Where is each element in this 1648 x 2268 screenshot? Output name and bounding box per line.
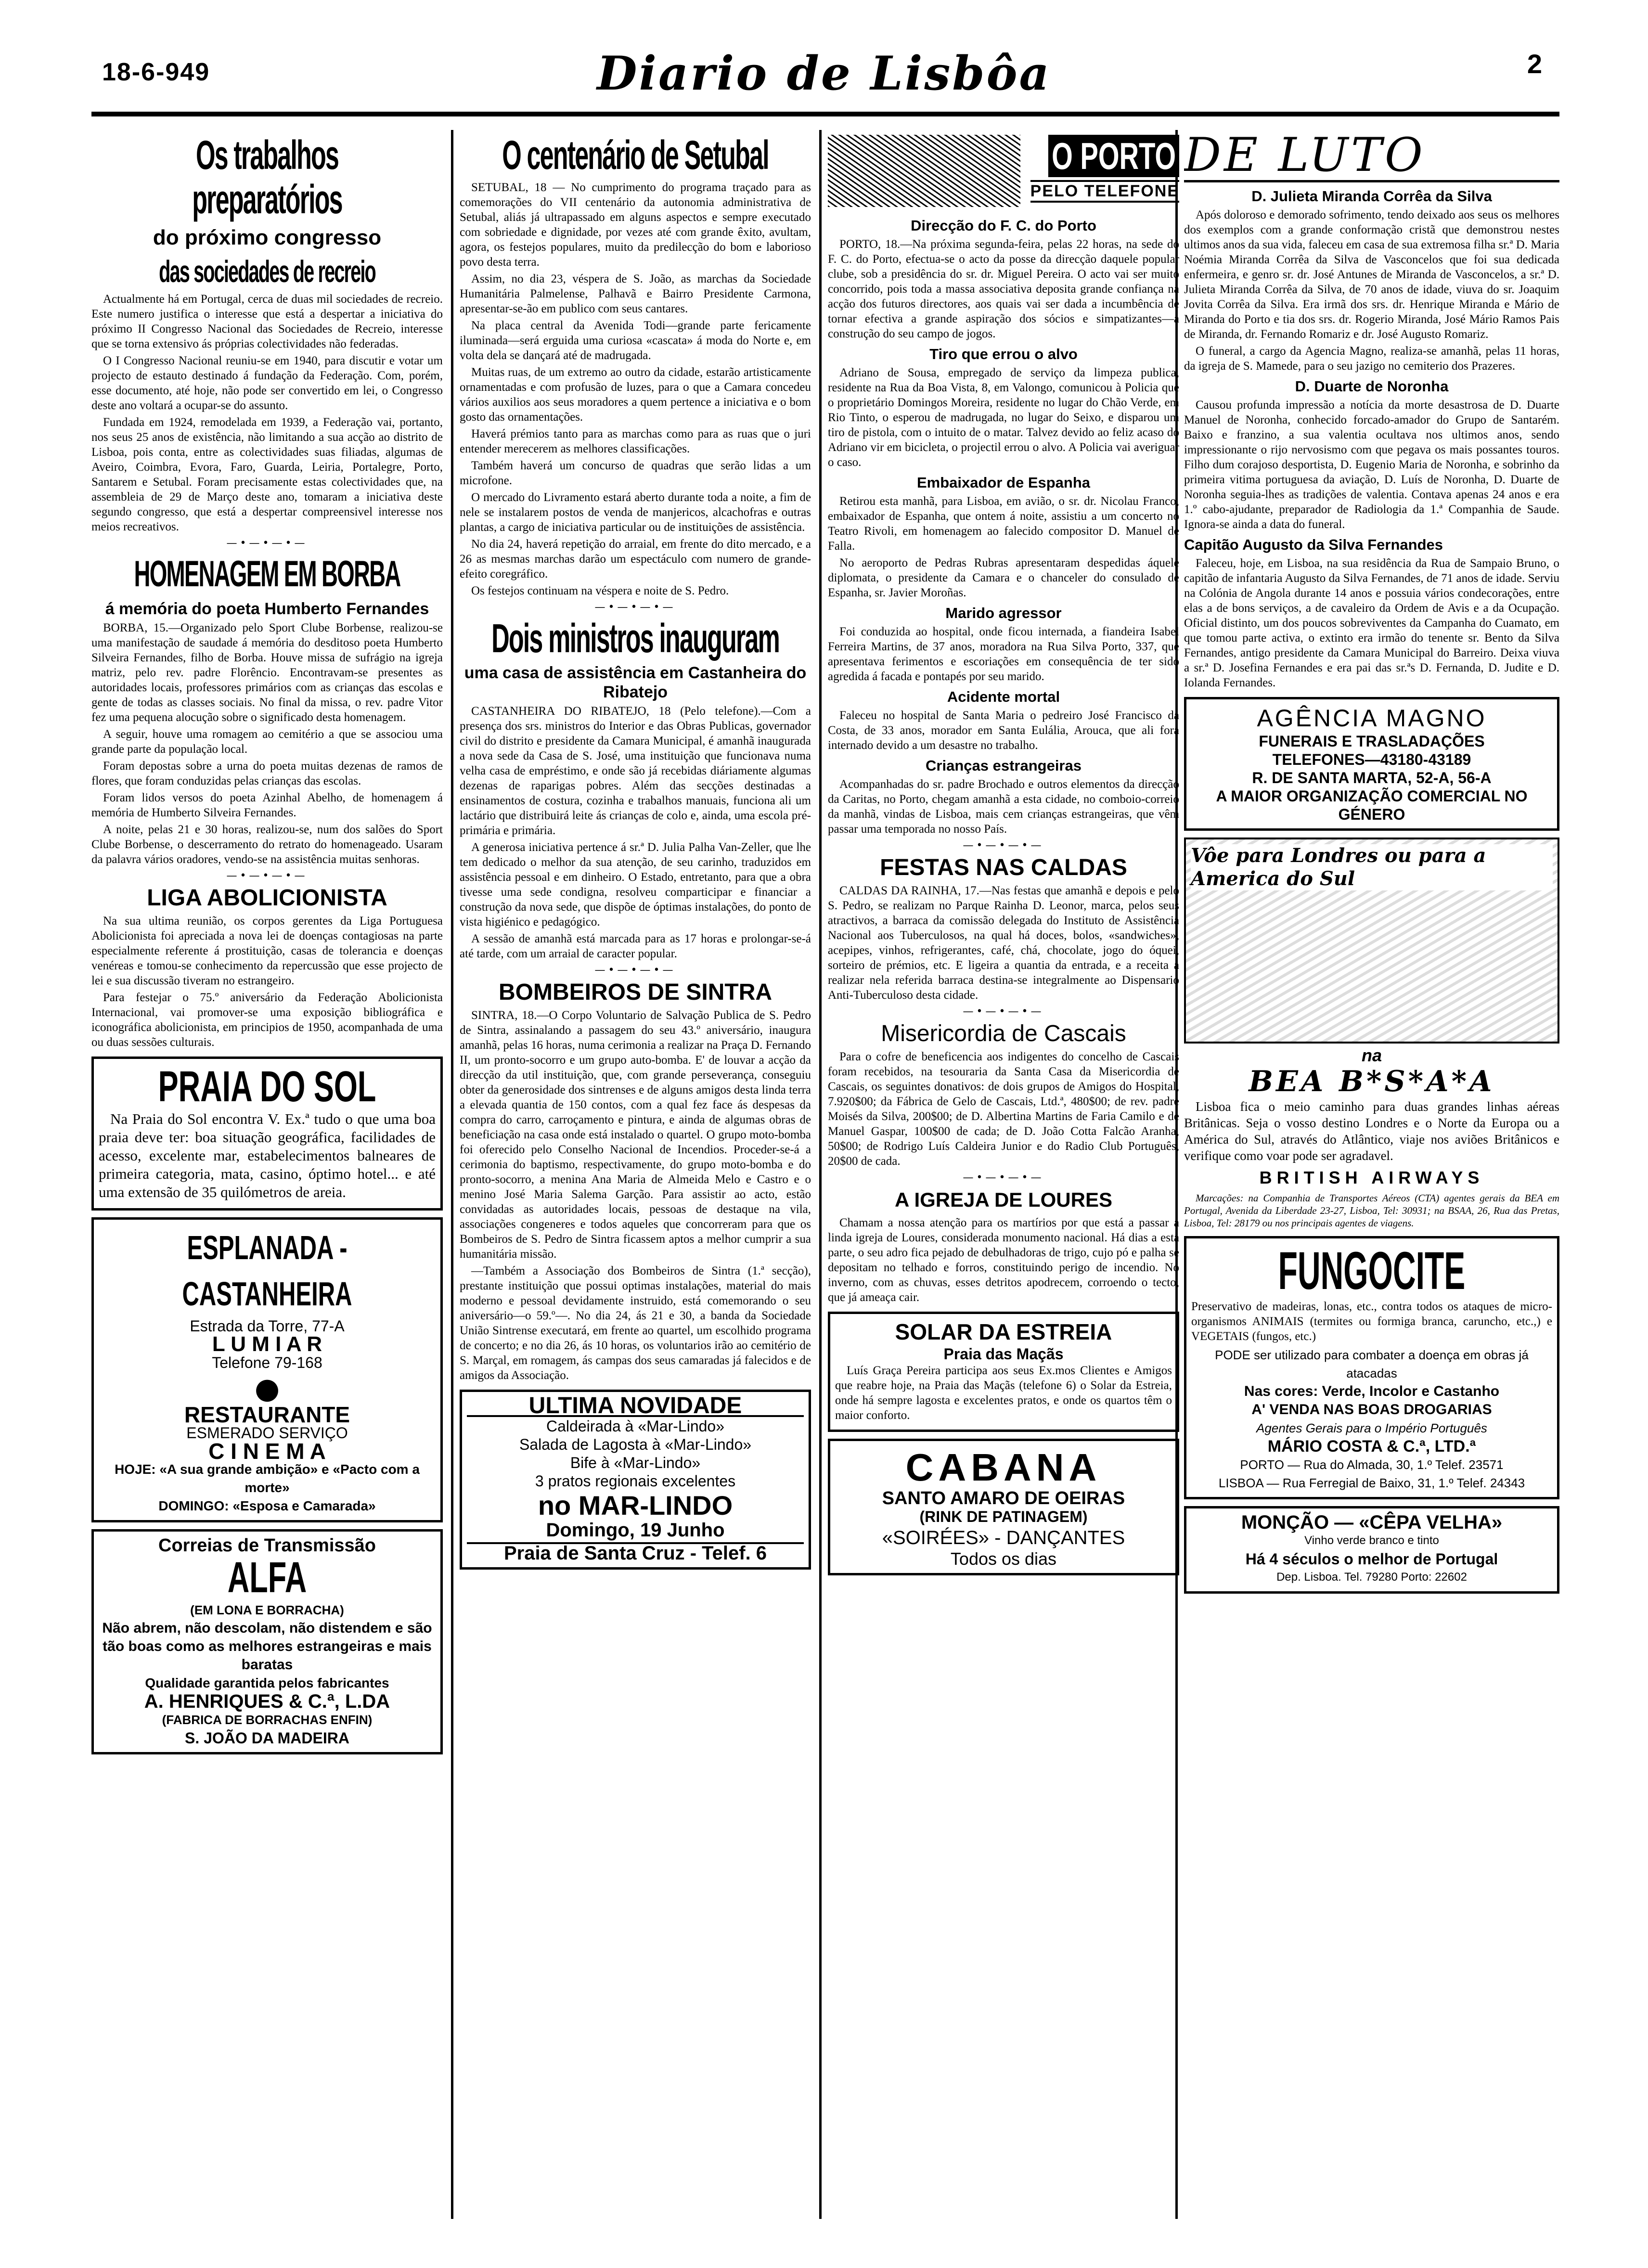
ad-text: Preservativo de madeiras, lonas, etc., contra todos os ataques de micro-organismos ANIMAIS (termites ou formiga branca, caruncho, etc.,) e VEGETAIS (fungos, etc.): [1191, 1300, 1552, 1343]
article-paragraph: Chamam a nossa atenção para os martírios por que está a passar a linda igreja de Loures, considerada monumento nacional. Há dias a esta parte, o seu adro fica pejado de debulhadoras de trigo, cujo pó e palha se depositam no telhado e forros, constituindo perigo de incendio. No inverno, com as chuvas, esses detritos apodrecem, corroendo o tecto, que já ameaça cair.: [828, 1216, 1179, 1304]
separator: —•—•—•—: [963, 1005, 1044, 1018]
ad-line: FUNERAIS E TRASLADAÇÕES: [1259, 733, 1485, 750]
ad-line: Correias de Transmissão: [158, 1535, 376, 1556]
article-headline: Tiro que errou o alvo: [929, 346, 1078, 362]
article-headline: Direcção do F. C. do Porto: [911, 217, 1096, 234]
ad-line: Todos os dias: [950, 1549, 1057, 1569]
article-paragraph: Assim, no dia 23, véspera de S. João, as marchas da Sociedade Humanitária Palmelense, Palhavã e Bairro Presidente Carmona, apresentar-se-ão em publico com seus cantares.: [460, 272, 811, 315]
ad-line: no MAR-LINDO: [538, 1490, 733, 1521]
ad-title: MONÇÃO — «CÊPA VELHA»: [1241, 1512, 1503, 1533]
article-paragraph: A seguir, houve uma romagem ao cemitério a que se associou uma grande parte da população local.: [91, 728, 443, 756]
separator: —•—•—•—: [226, 870, 308, 882]
ad-small-print: Marcações: na Companhia de Transportes Aéreos (CTA) agentes gerais da BEA em Portugal, Avenida da Liberdade 23-27, Lisboa, Tel: 30931; na BSAA, 26, Rua das Pretas, Lisboa, Tel: 28179 ou nos principais agentes de viagens.: [1184, 1192, 1559, 1229]
header-rule: [91, 112, 1559, 116]
column-2: [460, 130, 811, 2219]
column-1: [91, 130, 443, 2219]
ad-alfa: [91, 1529, 443, 1754]
article-paragraph: Faleceu no hospital de Santa Maria o pedreiro José Francisco da Costa, de 33 anos, morador em Santa Eulália, Arouca, que ali fora internado devido a um desastre no trabalho.: [828, 709, 1179, 752]
article-headline: HOMENAGEM EM BORBA: [134, 554, 400, 594]
ad-line: SANTO AMARO DE OEIRAS: [882, 1488, 1125, 1508]
article-subheadline: do próximo congresso: [153, 226, 382, 249]
ad-title: CABANA: [905, 1446, 1102, 1489]
ad-mar-lindo: [460, 1390, 811, 1570]
article-headline: BOMBEIROS DE SINTRA: [498, 979, 772, 1005]
bullet-icon: ●: [254, 1372, 280, 1405]
article-paragraph: Para festejar o 75.º aniversário da Federação Abolicionista Internacional, vai promover-se uma exposição bibliográfica e iconográfica abolicionista, em principios de 1950, acompanhada de uma ou duas sessões culturais.: [91, 991, 443, 1049]
ad-line: PORTO — Rua do Almada, 30, 1.º Telef. 23571: [1240, 1457, 1504, 1472]
ad-line: Telefone 79-168: [212, 1354, 322, 1371]
article-paragraph: Foram lidos versos do poeta Azinhal Abelho, de homenagem á memória de Humberto Silveira Fernandes.: [91, 791, 443, 819]
ad-line: TELEFONES—43180-43189: [1272, 751, 1471, 768]
article-headline: Dois ministros inauguram: [491, 616, 779, 661]
ad-title: FUNGOCITE: [1278, 1241, 1466, 1301]
article-paragraph: A noite, pelas 21 e 30 horas, realizou-se, num dos salões do Sport Clube Borbense, o descerramento do retrato do homenageado. Usaram da palavra vários oradores, vendo-se na assistência muitas senhoras.: [91, 823, 443, 866]
ad-title: AGÊNCIA MAGNO: [1257, 705, 1487, 732]
ad-line: «SOIRÉES» - DANÇANTES: [882, 1527, 1125, 1548]
section-title: O PORTO: [1048, 135, 1179, 177]
separator: —•—•—•—: [594, 964, 676, 976]
ad-moncao: [1184, 1506, 1559, 1594]
article-headline: D. Julieta Miranda Corrêa da Silva: [1251, 188, 1492, 205]
ad-cabana: [828, 1439, 1179, 1575]
ad-line: HOJE: «A sua grande ambição» e «Pacto com a morte»: [115, 1462, 420, 1495]
article-headline: LIGA ABOLICIONISTA: [147, 885, 387, 911]
article-subheadline: uma casa de assistência em Castanheira do Ribatejo: [464, 664, 807, 701]
article-headline: Marido agressor: [945, 605, 1062, 621]
article-paragraph: Também haverá um concurso de quadras que serão lidas a um microfone.: [460, 459, 811, 487]
ad-line: Caldeirada à «Mar-Lindo»: [546, 1418, 724, 1435]
article-subheadline: das sociedades de recreio: [159, 254, 375, 289]
ad-line: Domingo, 19 Junho: [546, 1520, 725, 1541]
ad-line: (EM LONA E BORRACHA): [190, 1603, 344, 1617]
ad-solar-da-estreia: [828, 1312, 1179, 1432]
ad-text: Luís Graça Pereira participa aos seus Ex.mos Clientes e Amigos que reabre hoje, na Praia das Maçãs (telefone 6) o Solar da Estreia, onde há sempre lagosta e excelentes pratos, e onde os quartos têm o maior conforto.: [835, 1364, 1172, 1422]
article-paragraph: O funeral, a cargo da Agencia Magno, realiza-se amanhã, pelas 11 horas, da igreja de S. Mamede, para o seu jazigo no cemiterio dos Prazeres.: [1184, 345, 1559, 373]
article-paragraph: Após doloroso e demorado sofrimento, tendo deixado aos seus os melhores dos exemplos com a grande conformação cristã que demonstrou nestes ultimos anos da sua vida, faleceu em casa de sua extremosa filha sr.ª D. Maria Noémia Miranda Corrêa da Silva de Vasconcelos que foi sua dedicada enfermeira, e genro sr. dr. José Antunes de Miranda de Vasconcelos, a sr.ª D. Julieta Miranda Corrêa da Silva, de 70 anos de idade, viuva do sr. Joaquim Jovita Corrêa da Silva. Era irmã dos srs. dr. Henrique Miranda e Mário de Miranda do Porto e tia dos srs. dr. Rogerio Miranda, José Mário Ramos Pais de Miranda, dr. Fernando Romariz e dr. José Augusto Romariz.: [1184, 208, 1559, 341]
article-headline: Embaixador de Espanha: [916, 474, 1091, 491]
article-paragraph: O mercado do Livramento estará aberto durante toda a noite, a fim de nele se instalarem postos de venda de manjericos, alcachofras e outras plantas, a cargo de iniciativa particular ou de instituições de assistência.: [460, 491, 811, 534]
ad-line: (RINK DE PATINAGEM): [919, 1508, 1088, 1525]
article-paragraph: Os festejos continuam na véspera e noite de S. Pedro.: [471, 584, 729, 597]
article-headline: D. Duarte de Noronha: [1295, 378, 1449, 395]
article-paragraph: —Também a Associação dos Bombeiros de Sintra (1.ª secção), prestante instituição que possui optimas instalações, material do mais moderno e pessoal devidamente instruido, está comemorando o seu aniversário—o 59.º—. No dia 24, ás 21 e 30, a banda da Sociedade União Sintrense executará, em frente ao quartel, um escolhido programa de concerto; e no dia 26, ás 10 horas, os voluntarios irão ao cemitério de S. Marçal, em romagem, ás campas dos seus camaradas já falecidos e de amigos da Associação.: [460, 1264, 811, 1382]
article-headline: A IGREJA DE LOURES: [895, 1188, 1112, 1211]
column-divider: [451, 130, 453, 2219]
ad-line: Agentes Gerais para o Império Português: [1256, 1421, 1487, 1435]
ad-brand: BRITISH AIRWAYS: [1259, 1168, 1484, 1187]
ad-title: ESPLANADA - CASTANHEIRA: [182, 1229, 352, 1313]
article-headline: Acidente mortal: [947, 688, 1060, 705]
separator: —•—•—•—: [963, 1172, 1044, 1184]
ad-title: PRAIA DO SOL: [158, 1063, 376, 1111]
ad-line: Salada de Lagosta à «Mar-Lindo»: [519, 1436, 752, 1453]
ad-esplanada-castanheira: [91, 1217, 443, 1522]
ad-line: Dep. Lisboa. Tel. 79280 Porto: 22602: [1276, 1571, 1467, 1584]
article-headline: Misericordia de Cascais: [881, 1021, 1126, 1046]
section-title: DE LUTO: [1184, 130, 1559, 182]
ad-line: ESMERADO SERVIÇO: [186, 1424, 348, 1442]
article-paragraph: CASTANHEIRA DO RIBATEJO, 18 (Pelo telefone).—Com a presença dos srs. ministros do Interior e das Obras Publicas, governador civil do distrito e presidente da Camara Municipal, é amanhã inaugurada a nova sede da Casa de S. José, uma instituição que funcionava numa velha casa de empréstimo, e onde são já recebidas diáriamente algumas dezenas de raparigas pobres. Além das secções destinadas a ensinamentos de costura, cozinha e trabalhos manuais, funciona ali um lactário que distribuirá leite ás crianças de colo e, ainda, uma escola pré-primária e primária.: [460, 705, 811, 837]
article-paragraph: Muitas ruas, de um extremo ao outro da cidade, estarão artisticamente ornamentadas e com profusão de luzes, para o que a Camara concedeu vários auxilios aos seus moradores a quem pertence a iniciativa e o bom gosto das ornamentações.: [460, 366, 811, 424]
page-header: [0, 0, 1648, 125]
article-paragraph: No dia 24, haverá repetição do arraial, em frente do dito mercado, e a 26 as mesmas marchas darão um espectáculo com numero de grande-efeito coregráfico.: [460, 538, 811, 580]
ad-agencia-magno: [1184, 697, 1559, 831]
article-headline: Capitão Augusto da Silva Fernandes: [1184, 536, 1443, 553]
ad-line: A MAIOR ORGANIZAÇÃO COMERCIAL NO GÉNERO: [1216, 787, 1528, 823]
article-paragraph: A sessão de amanhã está marcada para as 17 horas e prolongar-se-á até tarde, com um arraial de caracter popular.: [460, 932, 811, 960]
ad-line: Praia das Maçãs: [943, 1345, 1064, 1363]
article-paragraph: No aeroporto de Pedras Rubras apresentaram despedidas áquele diplomata, o presidente da Camara e o chanceler do consulado de Espanha, sr. Javier Moroñas.: [828, 556, 1179, 599]
article-paragraph: SINTRA, 18.—O Corpo Voluntario de Salvação Publica de S. Pedro de Sintra, assinalando a passagem do seu 43.º aniversário, inaugura amanhã, pelas 16 horas, numa cerimonia a realizar na Praça D. Fernando II, um pronto-socorro e um grupo auto-bomba. E' de louvar a acção da direcção da util instituição, que, com grande perseverança, conseguiu obter da generosidade dos sintrenses e de alguns amigos desta linda terra a elevada quantia de 150 contos, com a qual fez face ás despesas da compra do carro, carroçamento e pintura, e ainda de algumas obras de beneficiação na casa onde está instalado o quartel. O grupo moto-bomba foi oferecido pelo Conselho Nacional de Incendios. Proceder-se-á a cerimonia do baptismo, respectivamente, do grupo moto-bomba e do pronto-socorro, a menina Ana Maria de Almeida Melo e Castro e o menino José Maria Salema Garção. Para assistir ao acto, estão convidadas as autoridades locais, pessoas de destaque na vila, associações congeneres e todos aqueles que concorreram para que os Bombeiros de S. Pedro de Sintra ficassem aptos a melhor cumprir a sua humanitária missão.: [460, 1009, 811, 1261]
porto-bridge-illustration: [828, 135, 1020, 207]
issue-date: 18-6-949: [102, 58, 210, 86]
article-headline: FESTAS NAS CALDAS: [880, 855, 1127, 880]
article-paragraph: Actualmente há em Portugal, cerca de duas mil sociedades de recreio. Este numero justifica o interesse que está a despertar a iniciativa do próximo II Congresso Nacional das Sociedades de Recreio, interesse que se torna extensivo ás próprias colectividades não federadas.: [91, 293, 443, 350]
ad-line: RESTAURANTE: [184, 1402, 350, 1427]
ad-line: L U M I A R: [212, 1332, 322, 1356]
ad-line: Qualidade garantida pelos fabricantes: [145, 1675, 389, 1690]
ad-line: Estrada da Torre, 77-A: [190, 1317, 345, 1335]
ad-line: Praia de Santa Cruz - Telef. 6: [467, 1542, 804, 1562]
article-paragraph: CALDAS DA RAINHA, 17.—Nas festas que amanhã e depois e pelo S. Pedro, se realizam no Parque Rainha D. Leonor, marca, pelos seus atractivos, a barraca da comissão delegada do Instituto de Assistência Nacional aos Tuberculosos, na qual há doces, bolos, «sandwiches», acepipes, vinhos, refrigerantes, café, chá, chocolate, jogo do óquei, sorteiro de prémios, etc. E ligeira a quantia da entrada, e a receita a realizar nela referida barraca destina-se integralmente ao Dispensario Anti-Tuberculoso desta cidade.: [828, 884, 1179, 1002]
section-subtitle: PELO TELEFONE: [1030, 180, 1179, 203]
ad-line: LISBOA — Rua Ferregial de Baixo, 31, 1.º Telef. 24343: [1218, 1476, 1525, 1490]
ad-headline: Vôe para Londres ou para a America do Sul: [1191, 844, 1553, 890]
ad-line: (FABRICA DE BORRACHAS ENFIN): [162, 1713, 373, 1727]
ad-line: C I N E M A: [208, 1439, 326, 1464]
ad-title: BEA B*S*A*A: [1249, 1065, 1495, 1098]
article-headline: Os trabalhos preparatórios: [192, 132, 342, 222]
article-paragraph: A generosa iniciativa pertence á sr.ª D. Julia Palha Van-Zeller, que lhe tem dedicado o melhor da sua atenção, de seu carinho, traduzidos em assistência pessoal e em dinheiro. O Estado, entretanto, para que a obra tivesse uma sede condigna, resolveu comparticipar e financiar a construção da nova sede, que dispõe de óptimas instalações, do ponto de vista higiénico e pedagógico.: [460, 841, 811, 928]
ad-line: S. JOÃO DA MADEIRA: [185, 1729, 349, 1747]
ad-line: A. HENRIQUES & C.ª, L.DA: [144, 1691, 390, 1712]
ad-line: MÁRIO COSTA & C.ª, LTD.ª: [1267, 1437, 1476, 1456]
separator: —•—•—•—: [226, 537, 308, 549]
ad-line: 3 pratos regionais excelentes: [535, 1472, 736, 1490]
ad-praia-do-sol: [91, 1057, 443, 1211]
ad-line: Nas cores: Verde, Incolor e Castanho: [1244, 1383, 1500, 1399]
ad-text: Lisboa fica o meio caminho para duas grandes linhas aéreas Britânicas. Seja o vosso destino Londres e o Norte da Europa ou a América do Sul, através do Atlântico, viaje nos aviões Britânicos e verifique como voar pode ser agradavel.: [1184, 1099, 1559, 1163]
ad-title: SOLAR DA ESTREIA: [895, 1319, 1112, 1344]
article-paragraph: Foi conduzida ao hospital, onde ficou internada, a fiandeira Isabel Ferreira Martins, de 37 anos, moradora na Rua Silva Porto, 337, que apresentava ferimentos e escoriações em consequência de ter sido agredida á facada e pontapés por seu marido.: [828, 625, 1179, 683]
ad-line: Bife à «Mar-Lindo»: [570, 1454, 701, 1471]
airplane-cabin-illustration: [1184, 838, 1559, 1044]
article-paragraph: Na placa central da Avenida Todi—grande parte fericamente iluminada—será erguida uma curiosa «cascata» á moda do Norte e, em volta dela se dançará até de madrugada.: [460, 319, 811, 362]
ad-bea-bsaa: [1184, 838, 1559, 1229]
article-paragraph: Adriano de Sousa, empregado de serviço da limpeza publica, residente na Rua da Boa Vista, 8, em Valongo, comunicou à Policia que o proprietário Domingos Moreira, residente no lugar do Chão Verde, em Rio Tinto, o esperou de madrugada, no lugar do Seixo, e disparou um tiro de pistola, com o intuito de o matar. Talvez devido ao feliz acaso do Adriano vir em bicicleta, o projectil errou o alvo. A Policia vai averiguar o caso.: [828, 366, 1179, 469]
ad-title: ALFA: [227, 1554, 307, 1602]
article-paragraph: O I Congresso Nacional reuniu-se em 1940, para discutir e votar um projecto de estauto destinado á fundação da Federação. Com, porém, esse documento, até hoje, não pode ser convertido em lei, o Congresso deste ano voltará a ocupar-se do assunto.: [91, 354, 443, 412]
separator: —•—•—•—: [963, 839, 1044, 851]
article-paragraph: BORBA, 15.—Organizado pelo Sport Clube Borbense, realizou-se uma manifestação de saudade á memória do desditoso poeta Humberto Silveira Fernandes, filho de Borba. Houve missa de sufrágio na igreja matriz, pelo rev. padre Florêncio. Encontravam-se presentes as autoridades locais, professores primários com as crianças das escolas e gente de todas as classes sociais. No final da missa, o rev. padre Vitor fez uma pequena alocução sobre o significado desta homenagem.: [91, 621, 443, 724]
article-paragraph: Causou profunda impressão a notícia da morte desastrosa de D. Duarte Manuel de Noronha, conhecido forcado-amador do Grupo de Santarém. Baixo e franzino, a sua valentia ocultava nos ultimos anos, sendo impressionante o rijo nervosismo com que pegava os mais possantes touros. Filho dum corajoso desportista, D. Eugenio Maria de Noronha, e sobrinho da primeira vitima portuguesa da aviação, D. Luís de Noronha, D. Duarte de Noronha seguia-lhes as tradições de valentia. Contava apenas 24 anos e era 1.º cabo-ajudante, preparador de Radiologia da 1.ª Companhia de Saude. Ignora-se ainda a data do funeral.: [1184, 399, 1559, 531]
ad-line: PODE ser utilizado para combater a doença em obras já atacadas: [1215, 1348, 1529, 1380]
separator: —•—•—•—: [594, 601, 676, 613]
ad-title: ULTIMA NOVIDADE: [467, 1397, 804, 1417]
article-paragraph: Retirou esta manhã, para Lisboa, em avião, o sr. dr. Nicolau Franco, embaixador de Espanha, que ontem á noite, assistiu a um concerto no Teatro Rivoli, em homenagem ao falecido compositor D. Manuel de Falla.: [828, 495, 1179, 553]
article-paragraph: Faleceu, hoje, em Lisboa, na sua residência da Rua de Sampaio Bruno, o capitão de infantaria Augusto da Silva Fernandes, de 71 anos de idade. Serviu na Colónia de Angola durante 14 anos e possuia vários condecorações, entre elas a de bons serviços, a de cavaleiro da Ordem de Avis e a da Ocupação. Oficial distinto, um dos poucos sobreviventes da Campanha do Cuamato, em que tomou parte activa, o extinto era irmão do tenente sr. Bento da Silva Fernandes, antigo presidente da Camara Municipal do Barreiro. Deixa viuva a sr.ª D. Josefina Fernandes e era pai das sr.ªs D. Fernanda, D. Judite e D. Iolanda Fernandes.: [1184, 557, 1559, 689]
masthead: Diario de Lisbôa: [597, 46, 1051, 101]
column-3: [828, 130, 1179, 2219]
article-paragraph: PORTO, 18.—Na próxima segunda-feira, pelas 22 horas, na sede do F. C. do Porto, efectua-se o acto da posse da direcção daquele popular clube, sob a presidência do sr. dr. Miguel Pereira. O acto vai ser muito concorrido, pois toda a massa associativa deposita grande confiança na acção dos futuros directores, aos quais vai ser dada a incumbência de tornar efectiva a grande aspiração dos sócios e simpatizantes—a construção do seu campo de jogos.: [828, 238, 1179, 340]
article-paragraph: Na sua ultima reunião, os corpos gerentes da Liga Portuguesa Abolicionista foi apreciada a nova lei de doenças contagiosas na parte especialmente referente á prostituição, casas de tolerancia e doenças venéreas e tomou-se conhecimento da repercussão que esse projecto de lei e sua discussão tiveram no estrangeiro.: [91, 915, 443, 987]
article-subheadline: á memória do poeta Humberto Fernandes: [105, 600, 429, 618]
ad-text: Na Praia do Sol encontra V. Ex.ª tudo o que uma boa praia deve ter: boa situação geográfica, facilidades de acesso, excelente mar, estabelecimentos balneares de primeira categoria, mata, casino, óptimo hotel... e até uma extensão de 35 quilómetros de areia.: [99, 1110, 436, 1200]
ad-line: Não abrem, não descolam, não distendem e são tão boas como as melhores estrangeiras e mais baratas: [102, 1620, 432, 1673]
article-paragraph: Fundada em 1924, remodelada em 1939, a Federação vai, portanto, nos seus 25 anos de existência, não limitando a sua acção ao distrito de Lisboa, pois conta, entre as colectividades suas filiadas, algumas de Aveiro, Coimbra, Evora, Faro, Guarda, Leiria, Portalegre, Porto, Santarem e Setubal. Foram precisamente estas colectividades que, na assembleia de 29 de Março deste ano, tomaram a iniciativa deste segundo congresso, que está a despertar compreensivel interesse nos meios recreativos.: [91, 416, 443, 533]
article-headline: O centenário de Setubal: [502, 132, 769, 178]
article-paragraph: Para o cofre de beneficencia aos indigentes do concelho de Cascais foram recebidos, na tesouraria da Santa Casa da Misericordia de Cascais, os seguintes donativos: de dois grupos de Amigos do Hospital, 7.920$00; da Fábrica de Gelo de Cascais, Ltd.ª, 480$00; de rev. padre Moisés da Silva, 200$00; de D. Albertina Martins de Faria Camilo e de Manuel Gaspar, 100$00 de cada; de D. João Cotta Falcão Aranha, 50$00; de Rodrigo Luís Caldeira Junior e do Radio Club Português, 20$00 de cada.: [828, 1050, 1179, 1168]
column-4: [1184, 130, 1559, 2219]
ad-fungocite: [1184, 1236, 1559, 1499]
article-paragraph: SETUBAL, 18 — No cumprimento do programa traçado para as comemorações do VII centenário da autonomia administrativa de Setubal, aliás já ultrapassado em alguns aspectos e sempre executado com sobriedade e dignidade, por vezes até com grande êxito, avultam, agora, os festejos populares, muito da predilecção do bom e laborioso povo desta terra.: [460, 181, 811, 269]
porto-section-header: [828, 130, 1179, 212]
page-number: 2: [1527, 49, 1542, 79]
article-headline: Crianças estrangeiras: [926, 757, 1082, 774]
ad-line: A' VENDA NAS BOAS DROGARIAS: [1251, 1402, 1492, 1418]
ad-line: R. DE SANTA MARTA, 52-A, 56-A: [1252, 769, 1492, 786]
article-paragraph: Haverá prémios tanto para as marchas como para as ruas que o juri entender merecerem as melhores classificações.: [460, 427, 811, 455]
ad-line: DOMINGO: «Esposa e Camarada»: [158, 1498, 376, 1513]
ad-line: Vinho verde branco e tinto: [1304, 1534, 1439, 1547]
column-divider: [819, 130, 822, 2219]
ad-line: Há 4 séculos o melhor de Portugal: [1245, 1550, 1498, 1568]
ad-line: na: [1361, 1045, 1382, 1065]
article-paragraph: Acompanhadas do sr. padre Brochado e outros elementos da direcção da Caritas, no Porto, chegam amanhã a esta cidade, no comboio-correio da manhã, vindas de Lisboa, mais cem crianças estrangeiras, que vêm passar uma temporada no nosso País.: [828, 778, 1179, 836]
article-paragraph: Foram depostas sobre a urna do poeta muitas dezenas de ramos de flores, que foram conduzidas pelas crianças das escolas.: [91, 760, 443, 787]
